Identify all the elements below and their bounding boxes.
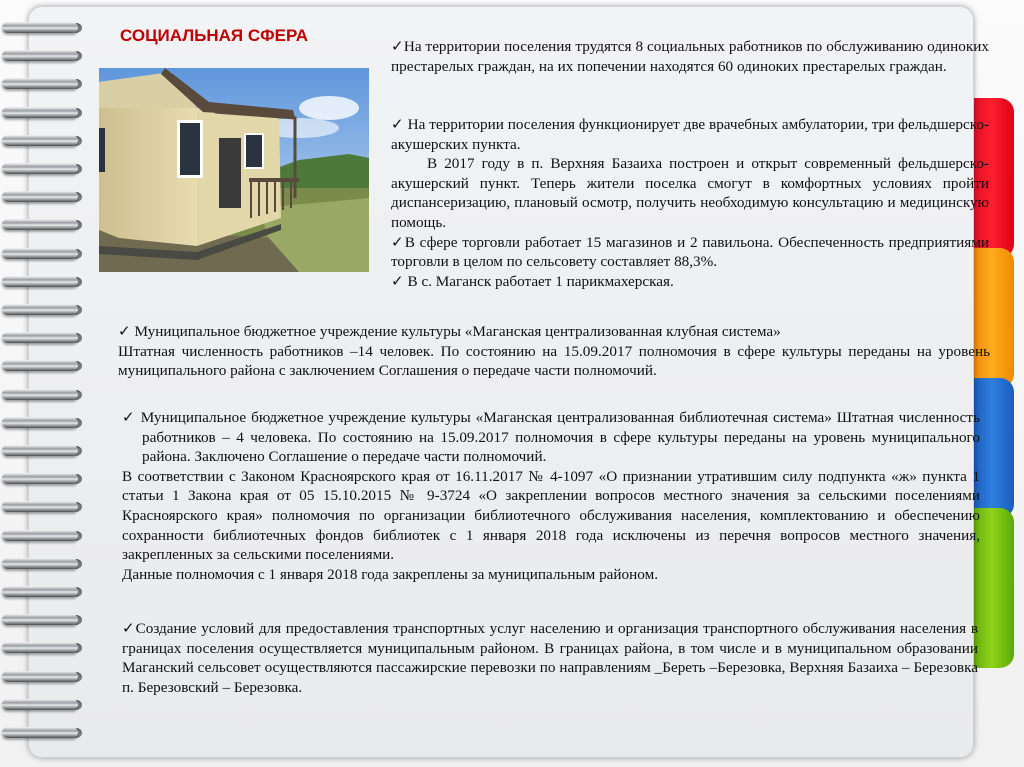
paragraph-library-law: В соответствии с Законом Красноярского края от 16.11.2017 № 4-1097 «О признании утратившим силу подпункта «ж» пункта 1 статьи 1 Закона края от 05 15.10.2015 № 9-3724 «О закреплении вопросов местного значения за сельскими поселениями Красноярского края» полномочия по организации библиотечного обслуживания населения, комплектованию и обеспечению сохранности библиотечных фондов библиотек с 1 января 2018 года исключены из перечня вопросов местного значения, закрепленных за сельскими поселениями. bbox=[122, 467, 980, 564]
spiral-ring bbox=[2, 669, 94, 685]
spiral-ring bbox=[2, 415, 94, 431]
spiral-ring bbox=[2, 640, 94, 656]
paragraph-transport: ✓Создание условий для предоставления транспортных услуг населению и организация транспортного обслуживания населения в границах поселения осуществляется муниципальным районом. В границах района, в том числе и в муниципальном образовании Маганский сельсовет осуществляются пассажирские перевозки по направлениям _Береть –Березовка, Верхняя Базаиха – Березовка п. Березовский – Березовка. bbox=[122, 620, 978, 696]
text-block-medical bbox=[391, 115, 989, 291]
paragraph-social-workers: ✓На территории поселения трудятся 8 социальных работников по обслуживанию одиноких престарелых граждан, на их попечении находятся 60 одиноких престарелых граждан. bbox=[391, 38, 989, 75]
spiral-ring bbox=[2, 443, 94, 459]
spiral-ring bbox=[2, 725, 94, 741]
page-title: СОЦИАЛЬНАЯ СФЕРА bbox=[120, 26, 309, 45]
paragraph-new-fap: В 2017 году в п. Верхняя Базаиха построен и открыт современный фельдшерско-акушерский пункт. Теперь жители поселка смогут в комфортных условиях пройти диспансеризацию, плановый осмотр, получить необходимую консультацию и медицинскую помощь. bbox=[391, 155, 989, 231]
text-block-club-system bbox=[118, 322, 990, 381]
spiral-ring bbox=[2, 612, 94, 628]
paragraph-club-system-title: ✓ Муниципальное бюджетное учреждение культуры «Маганская централизованная клубная система» bbox=[118, 323, 781, 340]
paragraph-library-system: ✓ Муниципальное бюджетное учреждение культуры «Маганская централизованная библиотечная система» Штатная численность работников – 4 человека. По состоянию на 15.09.2017 полномочия в сфере культуры переданы на уровень муниципального района. Заключено Соглашение о передаче части полномочий. bbox=[122, 409, 980, 466]
spiral-ring bbox=[2, 48, 94, 64]
spiral-ring bbox=[2, 161, 94, 177]
spiral-ring bbox=[2, 246, 94, 262]
spiral-ring bbox=[2, 330, 94, 346]
paragraph-barbershop: ✓ В с. Маганск работает 1 парикмахерская. bbox=[391, 272, 674, 290]
spiral-ring bbox=[2, 471, 94, 487]
spiral-ring bbox=[2, 302, 94, 318]
building-photo-image bbox=[99, 68, 369, 272]
spiral-ring bbox=[2, 133, 94, 149]
spiral-ring bbox=[2, 217, 94, 233]
photo-feldsher-point bbox=[99, 68, 369, 272]
text-block-social-workers bbox=[391, 37, 989, 76]
spiral-ring bbox=[2, 358, 94, 374]
spiral-ring bbox=[2, 189, 94, 205]
spiral-ring bbox=[2, 387, 94, 403]
spiral-ring bbox=[2, 584, 94, 600]
spiral-ring bbox=[2, 76, 94, 92]
paragraph-trade: ✓В сфере торговли работает 15 магазинов и 2 павильона. Обеспеченность предприятиями торговли в целом по сельсовету составляет 88,3%. bbox=[391, 233, 989, 271]
spiral-ring bbox=[2, 697, 94, 713]
paragraph-club-system-details: Штатная численность работников –14 человек. По состоянию на 15.09.2017 полномочия в сфере культуры переданы на уровень муниципального района с заключением Соглашения о передаче части полномочий. bbox=[118, 342, 990, 380]
spiral-ring bbox=[2, 105, 94, 121]
paragraph-library-transfer: Данные полномочия с 1 января 2018 года закреплены за муниципальным районом. bbox=[122, 565, 658, 583]
paragraph-ambulatories: ✓ На территории поселения функционирует две врачебных амбулатории, три фельдшерско-акушерских пункта. bbox=[391, 116, 989, 153]
text-block-transport bbox=[122, 619, 978, 697]
text-block-library-system bbox=[122, 408, 980, 584]
spiral-ring bbox=[2, 274, 94, 290]
spiral-ring bbox=[2, 556, 94, 572]
spiral-ring bbox=[2, 528, 94, 544]
spiral-ring bbox=[2, 499, 94, 515]
spiral-ring bbox=[2, 20, 94, 36]
